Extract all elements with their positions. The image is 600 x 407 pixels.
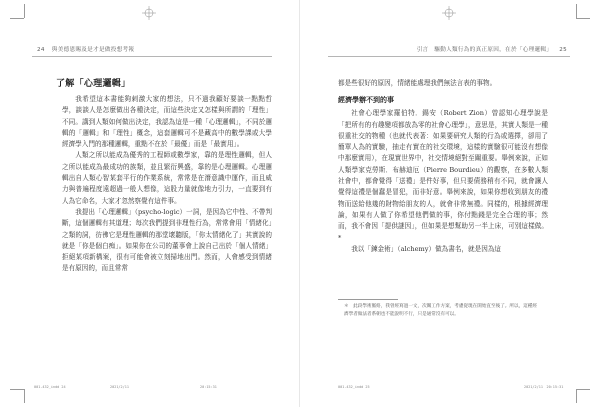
print-slug: 2021/2/11 — [110, 385, 129, 389]
crop-mark — [24, 4, 25, 18]
crop-mark — [10, 18, 24, 19]
print-slug: 001-432_indd 24 — [34, 385, 66, 389]
registration-mark-icon — [142, 6, 156, 20]
header-rule — [328, 56, 570, 57]
running-head — [417, 45, 572, 53]
paragraph: 人類之所以能成為優秀的工程師或數學家，靠的是理性邏輯，但人之所以能成為最成功的族類，並且繁衍興盛，靠的是心理邏輯。心理邏輯出自人類心智某套平行的作業系統，常常是在潛意識中運作，而且威力與普遍程度遠超過一般人想像，這股力量就像地力引力，一直要到有人為它命名，大家才忽然察覺有這件事。 — [62, 151, 272, 205]
paragraph: 我以「鍊金術」（alchemy）做為書名，就是因為這 — [351, 244, 502, 253]
page-number: 24 — [37, 47, 45, 53]
subsection-title: 經濟學辦不到的事 — [338, 96, 394, 105]
paragraph: 我希望這本書能夠刺激大家的想法，只不過我顧好要談一點點哲學，談談人是怎麼做出各種決定，而這些決定又怎樣與所謂的「理性」不同。講到人類如何做出決定，我認為這是一種「心理邏輯」，不同於邏輯的「邏輯」和「理性」概念，這套邏輯可不是藏高中的數學課或大學經濟學入門的那種邏輯，重點不在於「最優」而是「最實用」。 — [62, 95, 272, 149]
paragraph: 都是些很好的原因，情緒能處理我們無法言表的事物。 — [338, 79, 497, 87]
print-slug: 2021/2/11 20:15:31 — [524, 385, 564, 389]
crop-mark — [24, 389, 25, 403]
page-number: 25 — [559, 47, 567, 53]
crop-mark — [576, 18, 590, 19]
paragraph: 我提出「心理邏輯」（psycho-logic）一詞，是因為它中性、不帶判斷，這個邏輯有其道理；每次我們提到非理性行為，常常會用「情緒化」之類的詞，彷彿它是理性邏輯的那堂壞聽版，「你太情緒化了」其實說的就是「你是個白痴」。如果你在公司的董事會上說自己出於「個人情緒」拒絕某項新構案，很有可能會被立刻掃地出門。然而，人會感受到情緒是有原因的，而且常常 — [62, 207, 272, 273]
left-body — [56, 78, 272, 275]
paragraph: 社會心理學家羅伯特．錫安（Robert Zion）曾認知心理學說是「把所有的有趣變項都放為零的社會心理學」，意思是，其實人類是一種很重社交的物種（也就代表著：如果要研究人類的行為或選擇，卻用了簡單人為的實驗，抽走有實在的社交環境，這樣的實驗很可能沒有想像中那麼實用），在現實世界中，社交情境絕對至關重要。舉例來說，正如人類學家克勞斯．布赫迪厄（Pierre Bourdieu）的觀察，在多數人類社會中，都會覺得「送禮」是件好事，但只要債務稍有不同，就會讓人覺得這禮是個蠢是冒犯，而非好意。舉例來說，如果你想收到朋友的禮物而送給他幾的財物給朋友的人，就會非常無禮。同樣的，根據經濟理論，如果有人做了你希望他們做的事，你付點錢是完全合理的事；然而，我不會因「提供謎因」，但如果是想幫助另一半上床，可別這樣做。* — [338, 109, 548, 242]
right-body — [338, 78, 548, 255]
footnote-rule — [338, 299, 398, 300]
crop-mark — [576, 4, 577, 18]
running-head-title: 與美德恩賜及是才是做投想考報 — [51, 47, 135, 53]
running-head — [32, 45, 134, 53]
running-head-title: 引言 驅動人類行為的真正原因，在於「心理邏輯」 — [416, 47, 553, 53]
header-rule — [32, 56, 272, 57]
print-slug: 001-432_indd 25 — [338, 385, 370, 389]
print-slug: 20:15:31 — [200, 385, 217, 389]
right-page — [300, 0, 600, 407]
footnote: ＊ 此段學術脈絡，我曾經寫過一文，次關工作方案，考慮從現在開始直至後了。所以，這種經濟學者做法者系朝也不能說明不行，只是通常沒有可以。 — [344, 304, 537, 317]
crop-mark — [576, 389, 577, 403]
crop-mark — [10, 389, 24, 390]
section-title: 了解「心理邏輯」 — [56, 79, 131, 89]
crop-mark — [576, 389, 590, 390]
registration-mark-icon — [442, 6, 456, 20]
